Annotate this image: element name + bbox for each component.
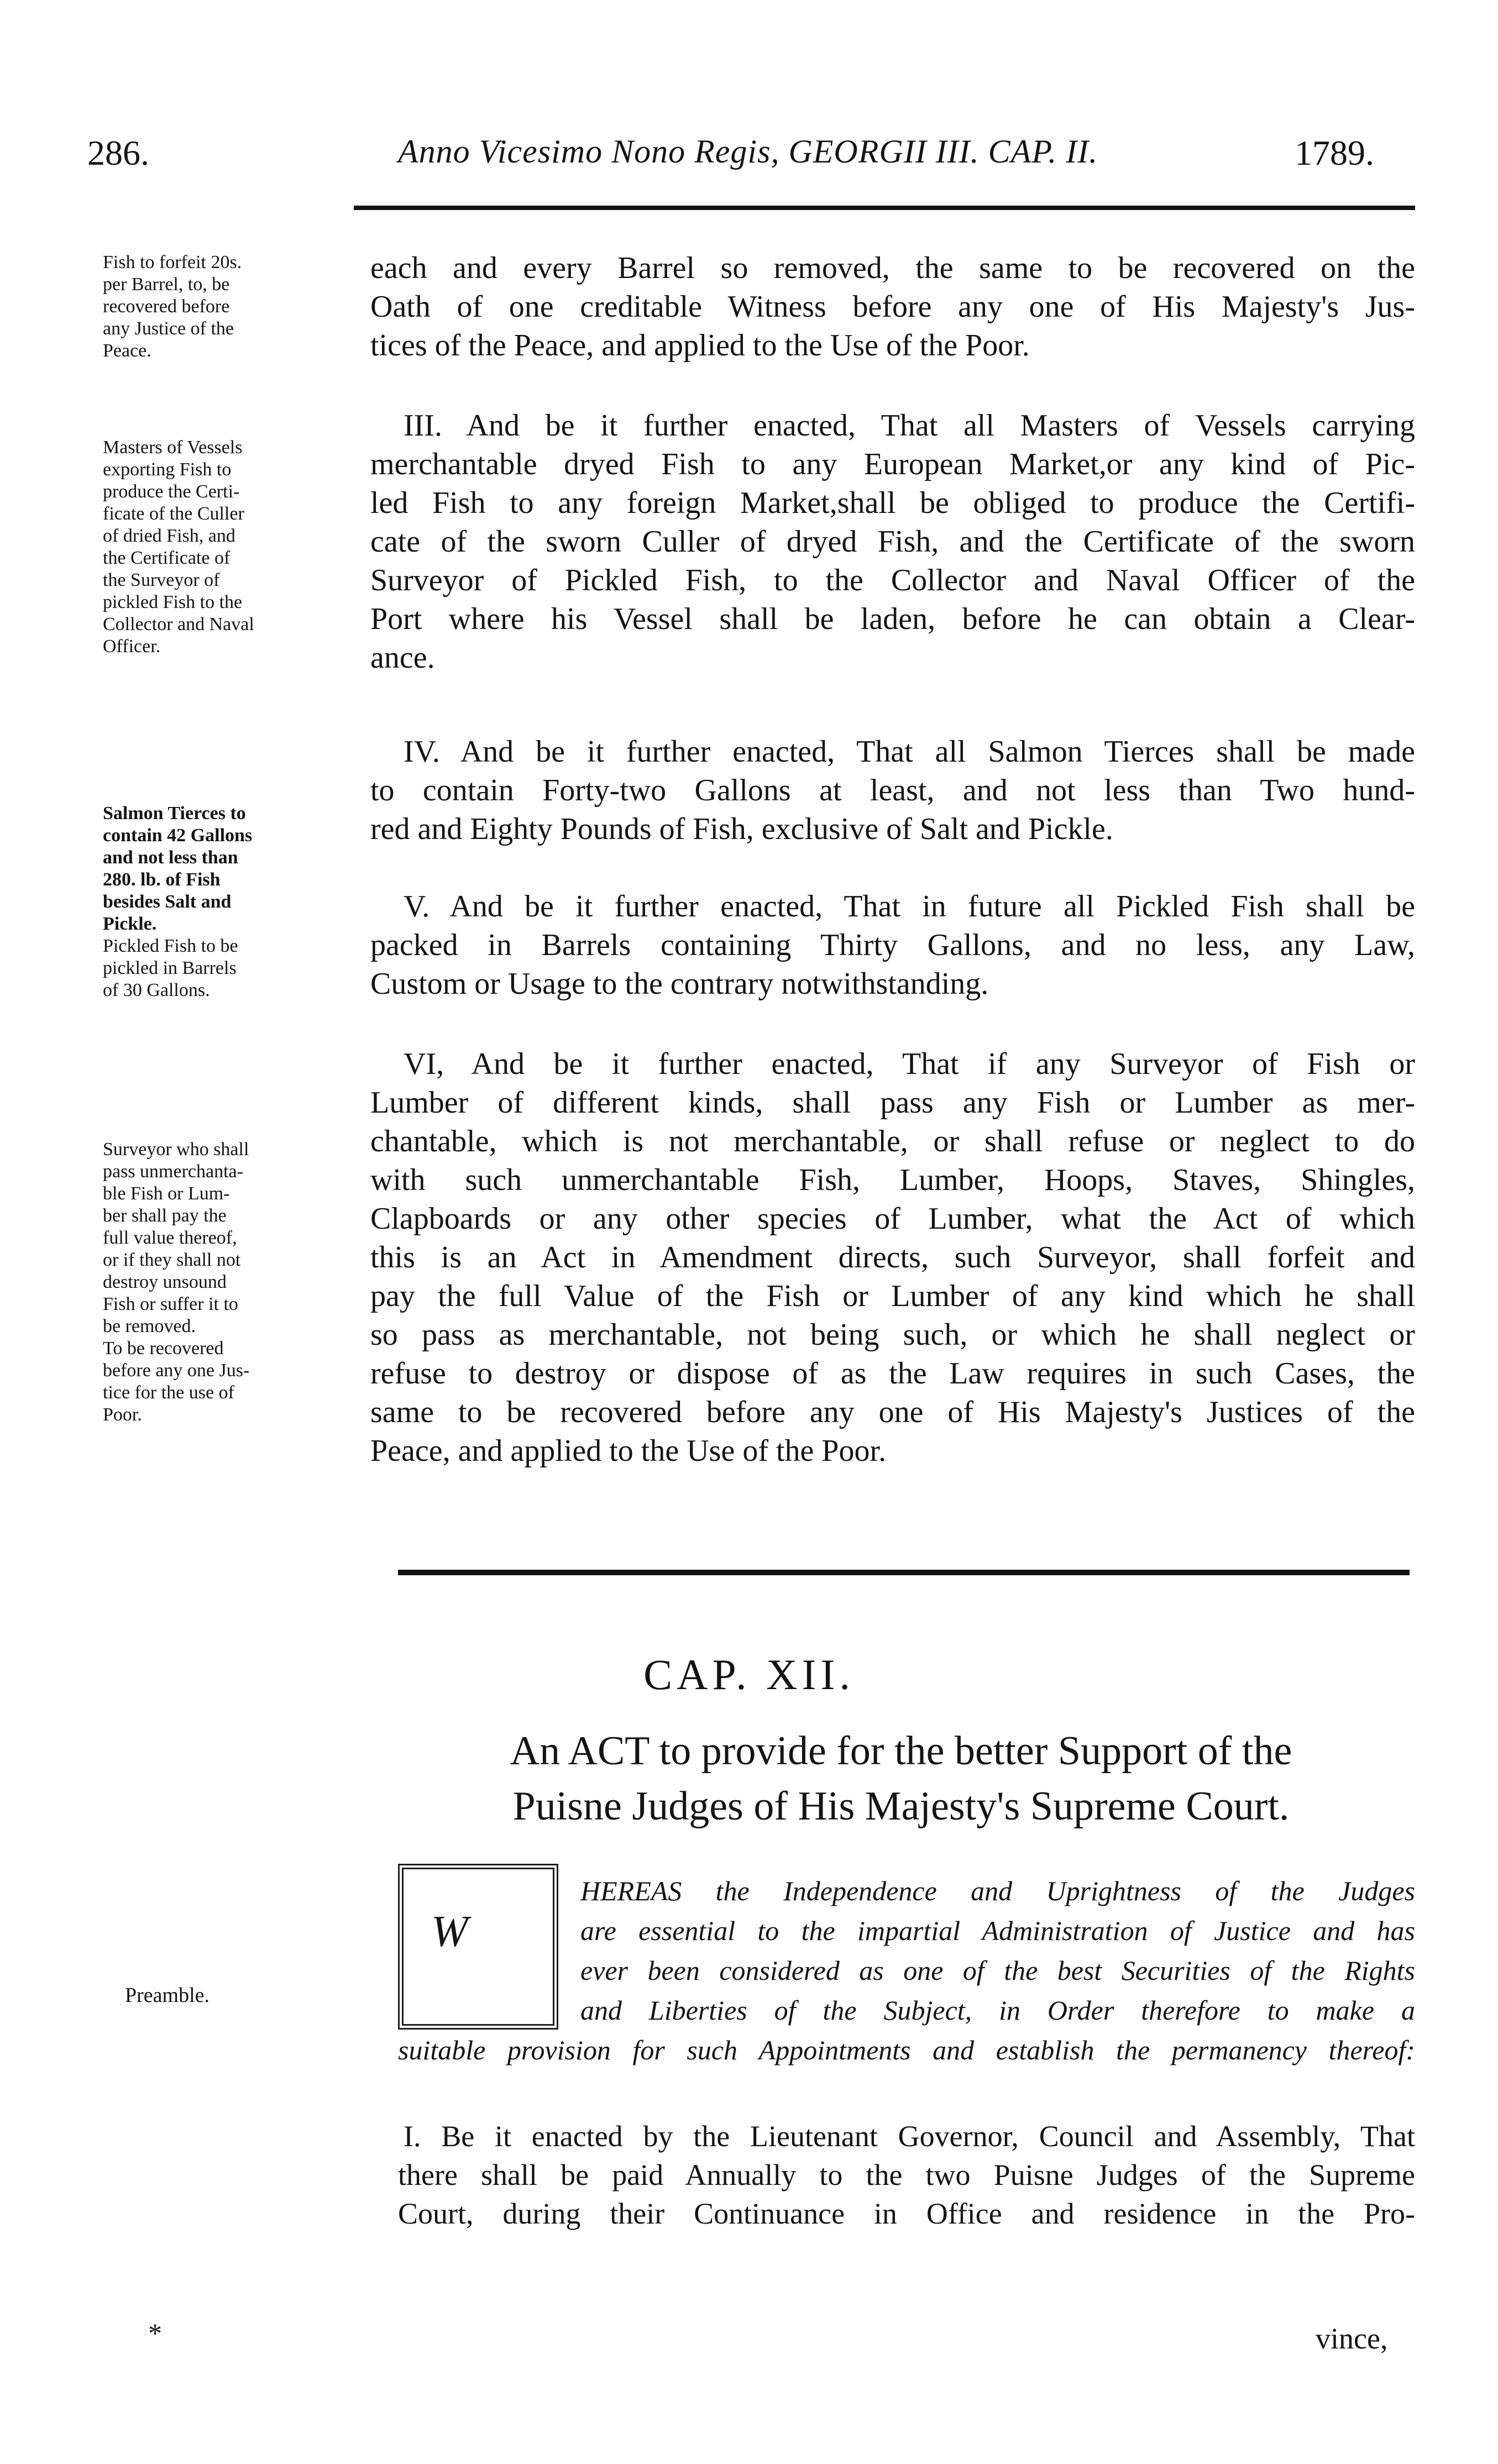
signature-mark: * (148, 2318, 162, 2348)
body-line: VI, And be it further enacted, That if any Surveyor of Fish or (404, 1047, 1415, 1081)
body-line: chantable, which is not merchantable, or shall refuse or neglect to do (370, 1124, 1415, 1158)
body-line: each and every Barrel so removed, the same to be recovered on the (370, 251, 1415, 285)
act-title-line-1: An ACT to provide for the better Support of the (510, 1728, 1292, 1774)
margin-note-preamble: Preamble. (125, 1984, 210, 2007)
body-line: this is an Act in Amendment directs, such Surveyor, shall forfeit and (370, 1240, 1415, 1275)
body-line: led Fish to any foreign Market,shall be obliged to produce the Certifi- (370, 486, 1415, 520)
body-line: to contain Forty-two Gallons at least, and not less than Two hund- (370, 773, 1415, 808)
body-line: Surveyor of Pickled Fish, to the Collector and Naval Officer of the (370, 563, 1415, 597)
margin-note-pickled: Pickled Fish to be pickled in Barrels of 30 Gallons. (103, 936, 238, 1000)
body-line: Peace, and applied to the Use of the Poor. (370, 1434, 887, 1468)
body-line: merchantable dryed Fish to any European Market,or any kind of Pic- (370, 447, 1415, 481)
body-line: Oath of one creditable Witness before any one of His Majesty's Jus- (370, 290, 1415, 324)
ornamental-initial: W (431, 1907, 468, 1956)
chapter-heading: CAP. XII. (643, 1650, 855, 1698)
body-line: IV. And be it further enacted, That all Salmon Tierces shall be made (404, 735, 1415, 769)
running-title: Anno Vicesimo Nono Regis, GEORGII III. CAP. II. (398, 133, 1098, 170)
catchword: vince, (1316, 2322, 1388, 2355)
running-year: 1789. (1295, 133, 1374, 172)
preamble-line: ever been considered as one of the best Securities of the Rights (580, 1955, 1415, 1986)
body-line: ance. (370, 641, 435, 675)
body-line: red and Eighty Pounds of Fish, exclusive of Salt and Pickle. (370, 812, 1113, 846)
header-rule (354, 206, 1415, 210)
act-title-line-2: Puisne Judges of His Majesty's Supreme Court. (512, 1784, 1290, 1829)
margin-note-forfeit: Fish to forfeit 20s. per Barrel, to, be recovered before any Justice of the Peace. (103, 252, 242, 361)
body-line: same to be recovered before any one of His Majesty's Justices of the (370, 1395, 1415, 1429)
body-line: pay the full Value of the Fish or Lumber of any kind which he shall (370, 1279, 1415, 1313)
enacting-line: Court, during their Continuance in Office and residence in the Pro- (398, 2197, 1415, 2230)
section-rule (398, 1570, 1410, 1575)
body-line: Port where his Vessel shall be laden, before he can obtain a Clear- (370, 602, 1415, 636)
margin-note-surveyor: Surveyor who shall pass unmerchanta- ble Fish or Lum- ber shall pay the full value thereof, or if they shall not destroy unsound Fish or suffer it to be removed. To be recovered before any one Jus- tice for the use of Poor. (103, 1139, 250, 1425)
body-line: so pass as merchantable, not being such, or which he shall neglect or (370, 1318, 1415, 1352)
preamble-line: are essential to the impartial Administration of Justice and has (580, 1915, 1415, 1946)
body-line: Lumber of different kinds, shall pass any Fish or Lumber as mer- (370, 1086, 1415, 1120)
preamble-line: HEREAS the Independence and Uprightness of the Judges (580, 1875, 1415, 1906)
preamble-line: and Liberties of the Subject, in Order therefore to make a (580, 1995, 1415, 2026)
body-line: tices of the Peace, and applied to the Use of the Poor. (370, 328, 1030, 363)
body-line: cate of the sworn Culler of dryed Fish, and the Certificate of the sworn (370, 525, 1415, 559)
enacting-line: there shall be paid Annually to the two Puisne Judges of the Supreme (398, 2158, 1415, 2192)
body-line: refuse to destroy or dispose of as the Law requires in such Cases, the (370, 1356, 1415, 1391)
page-number: 286. (87, 133, 149, 172)
body-line: V. And be it further enacted, That in future all Pickled Fish shall be (404, 889, 1415, 924)
preamble-line: suitable provision for such Appointments and establish the permanency thereof: (398, 2035, 1415, 2065)
margin-note-masters: Masters of Vessels exporting Fish to produce the Certi- ficate of the Culler of dried Fish, and the Certificate of the Surveyor of pickled Fish to the Collector and Naval Officer. (103, 437, 254, 657)
body-line: Custom or Usage to the contrary notwithstanding. (370, 967, 989, 1001)
enacting-line: I. Be it enacted by the Lieutenant Governor, Council and Assembly, That (404, 2120, 1415, 2153)
body-line: packed in Barrels containing Thirty Gallons, and no less, any Law, (370, 928, 1415, 962)
body-line: with such unmerchantable Fish, Lumber, Hoops, Staves, Shingles, (370, 1163, 1415, 1197)
margin-note-salmon: Salmon Tierces to contain 42 Gallons and not less than 280. lb. of Fish besides Salt and Pickle. (103, 803, 253, 934)
body-line: Clapboards or any other species of Lumber, what the Act of which (370, 1202, 1415, 1236)
body-line: III. And be it further enacted, That all Masters of Vessels carrying (404, 408, 1415, 443)
ornamental-initial-frame (398, 1864, 558, 2030)
